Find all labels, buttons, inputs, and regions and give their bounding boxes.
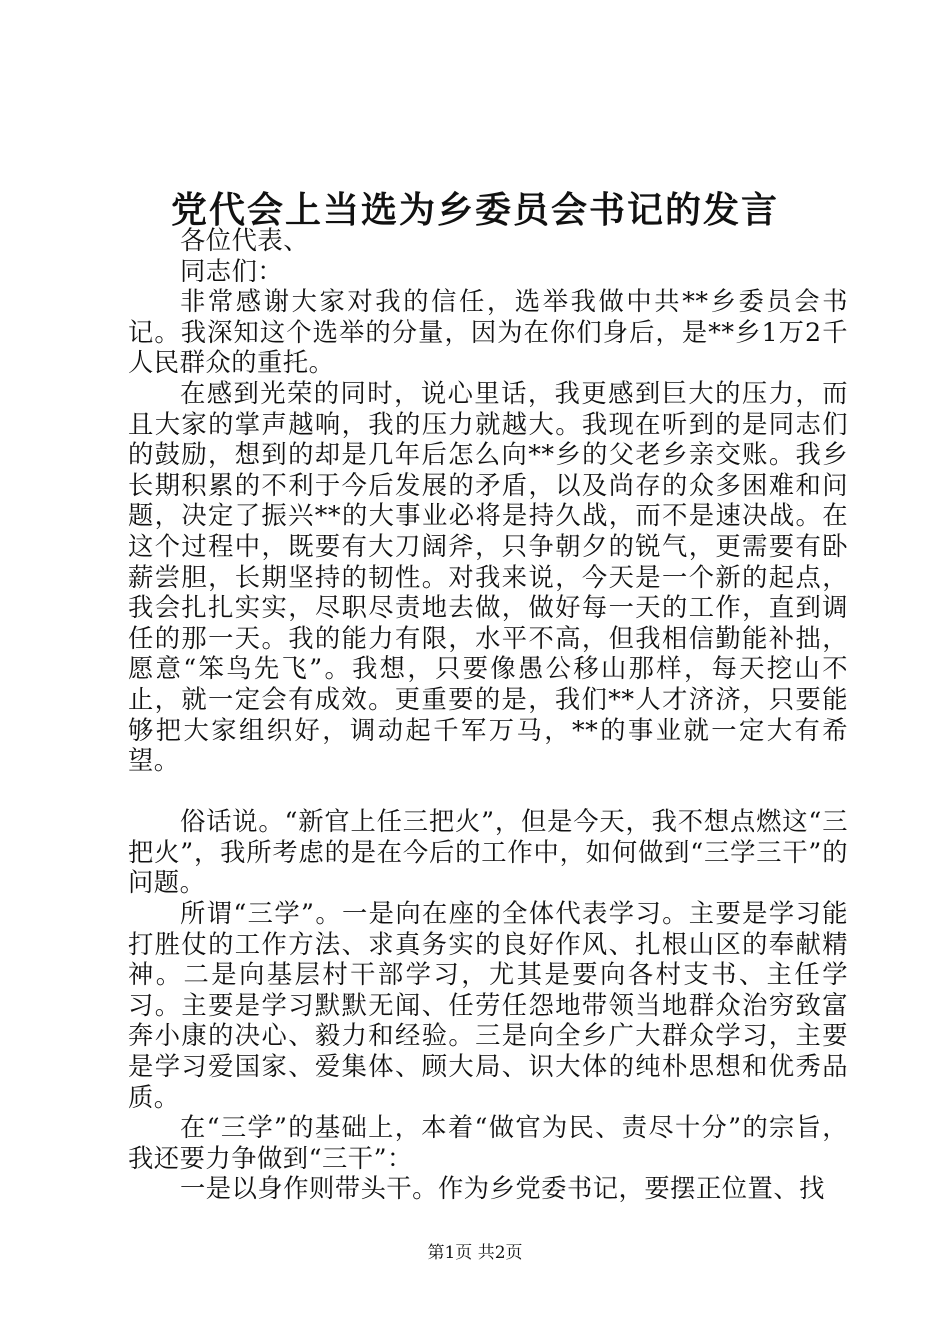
paragraph: 一是以身作则带头干。作为乡党委书记，要摆正位置、找 [180, 1174, 825, 1204]
paragraph: 非常感谢大家对我的信任，选举我做中共**乡委员会书记。我深知这个选举的分量，因为在你们身后，是**乡1万2千人民群众的重托。 [128, 287, 848, 378]
page-title: 党代会上当选为乡委员会书记的发言 [170, 189, 779, 231]
salutation-line: 同志们： [180, 256, 284, 286]
paragraph: 在“三学”的基础上，本着“做官为民、责尽十分”的宗旨，我还要力争做到“三干”： [128, 1113, 848, 1173]
page-number-footer: 第1页 共2页 [427, 1243, 523, 1263]
paragraph-spacer [128, 777, 848, 808]
paragraph: 所谓“三学”。一是向在座的全体代表学习。主要是学习能打胜仗的工作方法、求真务实的良好作风、扎根山区的奉献精神。二是向基层村干部学习，尤其是要向各村支书、主任学习。主要是学习默默无闻、任劳任怨地带领当地群众治穷致富奔小康的决心、毅力和经验。三是向全乡广大群众学习，主要是学习爱国家、爱集体、顾大局、识大体的纯朴思想和优秀品质。 [128, 899, 848, 1112]
paragraph: 在感到光荣的同时，说心里话，我更感到巨大的压力，而且大家的掌声越响，我的压力就越大。我现在听到的是同志们的鼓励，想到的却是几年后怎么向**乡的父老乡亲交账。我乡长期积累的不利于今后发展的矛盾，以及尚存的众多困难和问题，决定了振兴**的大事业必将是持久战，而不是速决战。在这个过程中，既要有大刀阔斧，只争朝夕的锐气，更需要有卧薪尝胆，长期坚持的韧性。对我来说，今天是一个新的起点，我会扎扎实实，尽职尽责地去做，做好每一天的工作，直到调任的那一天。我的能力有限，水平不高，但我相信勤能补拙，愿意“笨鸟先飞”。我想，只要像愚公移山那样，每天挖山不止，就一定会有成效。更重要的是，我们**人才济济，只要能够把大家组织好，调动起千军万马，**的事业就一定大有希望。 [128, 378, 848, 776]
paragraph: 俗话说。“新官上任三把火”，但是今天，我不想点燃这“三把火”，我所考虑的是在今后的工作中，如何做到“三学三干”的问题。 [128, 807, 848, 898]
document-body [128, 226, 848, 1205]
salutation-line: 各位代表、 [180, 226, 309, 255]
